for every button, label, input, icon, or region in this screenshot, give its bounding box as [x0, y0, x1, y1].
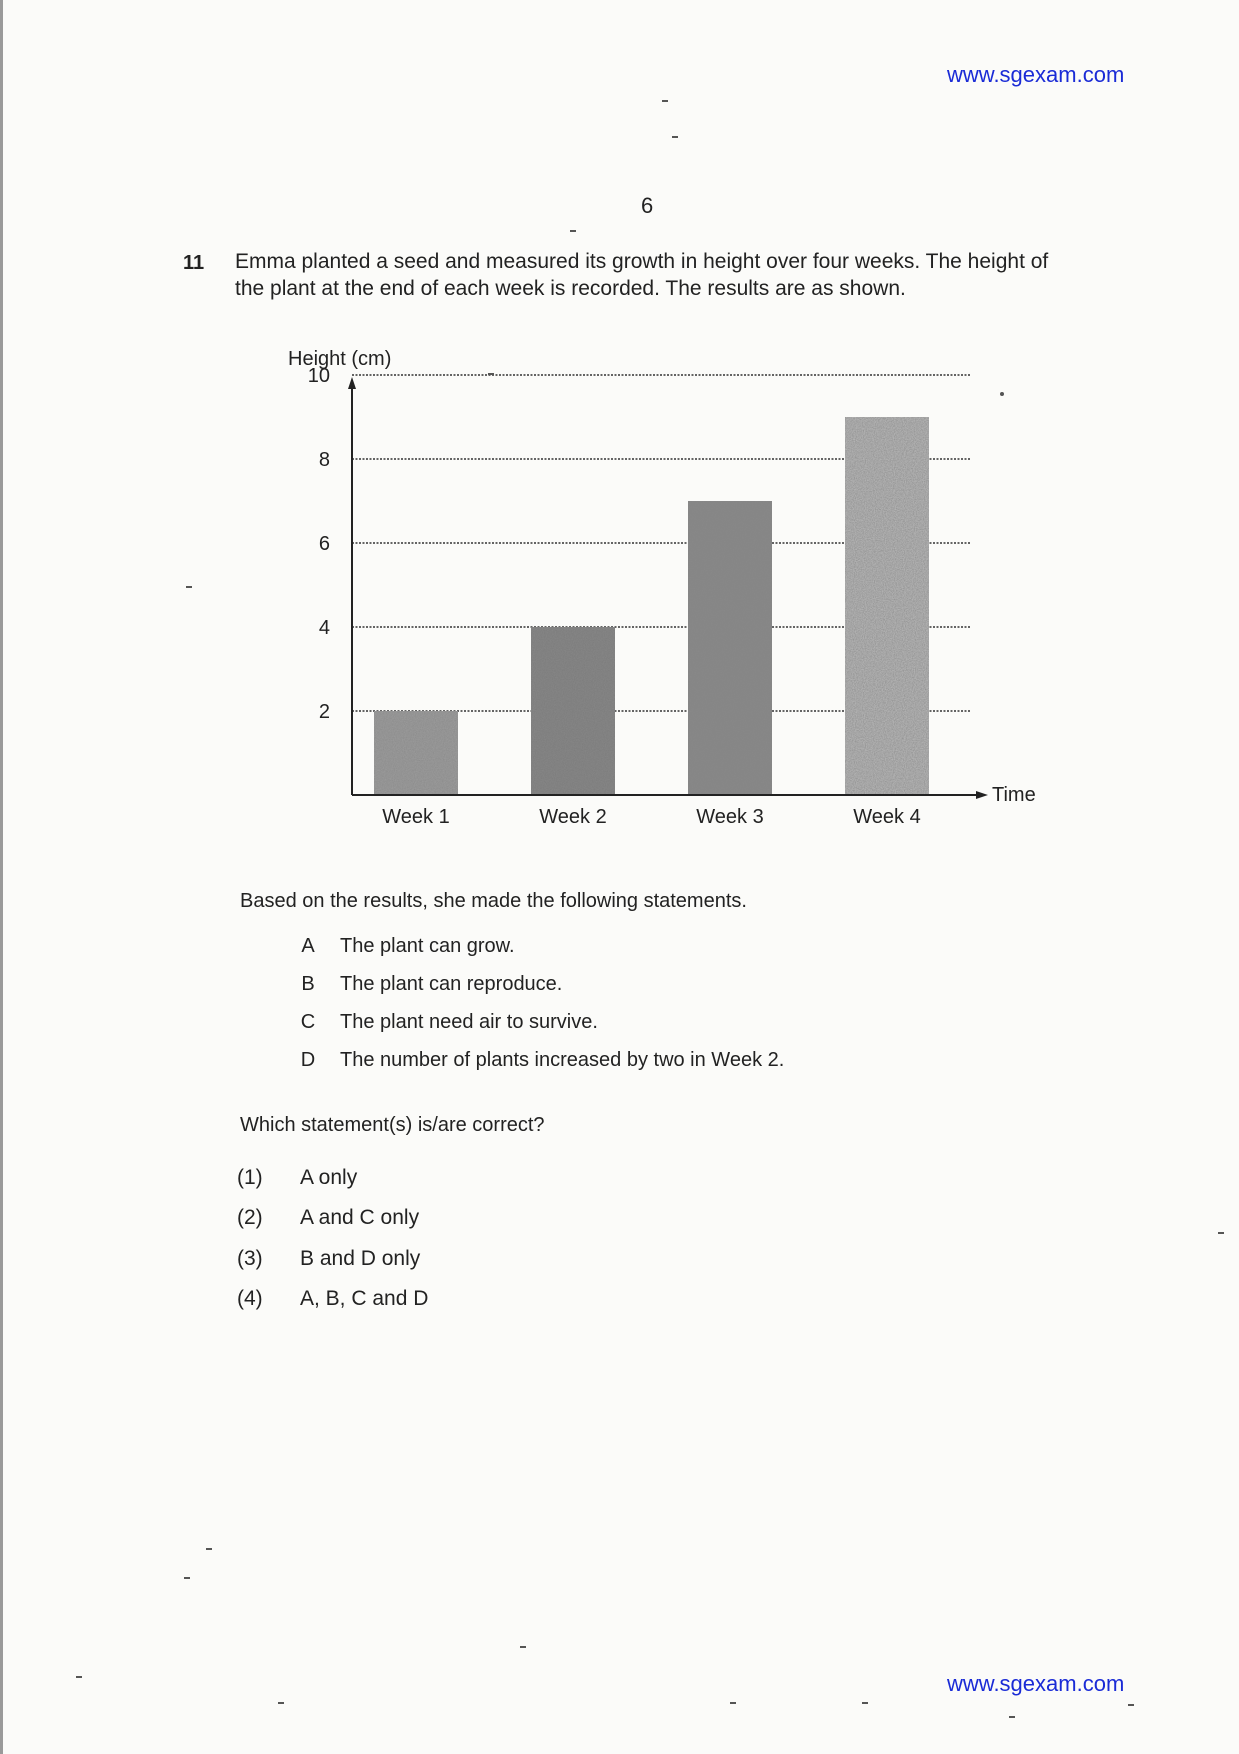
footer-website-link[interactable]: www.sgexam.com — [947, 1671, 1125, 1696]
statement-text: The plant can grow. — [340, 935, 515, 957]
scan-speck — [488, 373, 494, 375]
y-axis-label: Height (cm) — [288, 348, 392, 370]
scan-speck — [1218, 1232, 1224, 1234]
statement-text: The number of plants increased by two in Week 2. — [340, 1049, 785, 1071]
y-tick-label: 8 — [318, 449, 330, 471]
scan-speck — [862, 1702, 868, 1704]
header-website-link[interactable]: www.sgexam.com — [947, 62, 1125, 87]
statement-letter: D — [300, 1049, 316, 1071]
y-tick-label: 10 — [307, 365, 330, 387]
bar-week-2 — [531, 627, 615, 795]
option-text: A and C only — [300, 1206, 420, 1229]
y-axis-arrow-icon — [348, 377, 356, 389]
statement-letter: A — [301, 935, 315, 957]
bar-week-3 — [688, 501, 772, 795]
scan-speck — [672, 136, 678, 138]
x-axis-label: Time — [992, 784, 1036, 806]
scan-speck — [1009, 1716, 1015, 1718]
scan-speck — [184, 1577, 190, 1579]
x-tick-label: Week 3 — [696, 806, 764, 828]
statement-text: The plant need air to survive. — [340, 1011, 598, 1033]
question-number: 11 — [183, 252, 205, 274]
scan-speck — [1128, 1704, 1134, 1706]
scan-speck — [278, 1702, 284, 1704]
statement-letter: B — [301, 973, 315, 995]
scan-speck — [662, 100, 668, 102]
page-number: 6 — [641, 193, 654, 218]
height-bar-chart — [270, 335, 1070, 855]
option-text: B and D only — [300, 1247, 421, 1270]
y-tick-label: 2 — [318, 701, 330, 723]
x-tick-label: Week 2 — [539, 806, 607, 828]
statement-text: The plant can reproduce. — [340, 973, 563, 995]
option-number: (3) — [237, 1247, 263, 1270]
x-axis-arrow-icon — [976, 791, 988, 799]
scan-speck — [186, 586, 192, 588]
question-text-line1: Emma planted a seed and measured its growth in height over four weeks. The height of — [235, 250, 1049, 273]
question-prompt: Which statement(s) is/are correct? — [240, 1114, 545, 1136]
scan-speck — [76, 1676, 82, 1678]
x-tick-label: Week 1 — [382, 806, 450, 828]
option-text: A only — [300, 1166, 358, 1189]
option-number: (1) — [237, 1166, 263, 1189]
scan-edge — [0, 0, 3, 1754]
option-number: (2) — [237, 1206, 263, 1229]
scan-speck — [730, 1702, 736, 1704]
x-tick-label: Week 4 — [853, 806, 921, 828]
scan-speck — [1000, 392, 1004, 396]
statement-letter: C — [300, 1011, 316, 1033]
scan-speck — [570, 230, 576, 232]
scan-speck — [206, 1548, 212, 1550]
statements-intro: Based on the results, she made the following statements. — [240, 890, 747, 912]
bar-week-1 — [374, 711, 458, 795]
option-text: A, B, C and D — [300, 1287, 429, 1310]
option-number: (4) — [237, 1287, 263, 1310]
y-tick-label: 4 — [318, 617, 330, 639]
y-tick-label: 6 — [318, 533, 330, 555]
bar-week-4 — [845, 417, 929, 795]
question-text-line2: the plant at the end of each week is recorded. The results are as shown. — [235, 277, 906, 300]
scan-speck — [520, 1646, 526, 1648]
